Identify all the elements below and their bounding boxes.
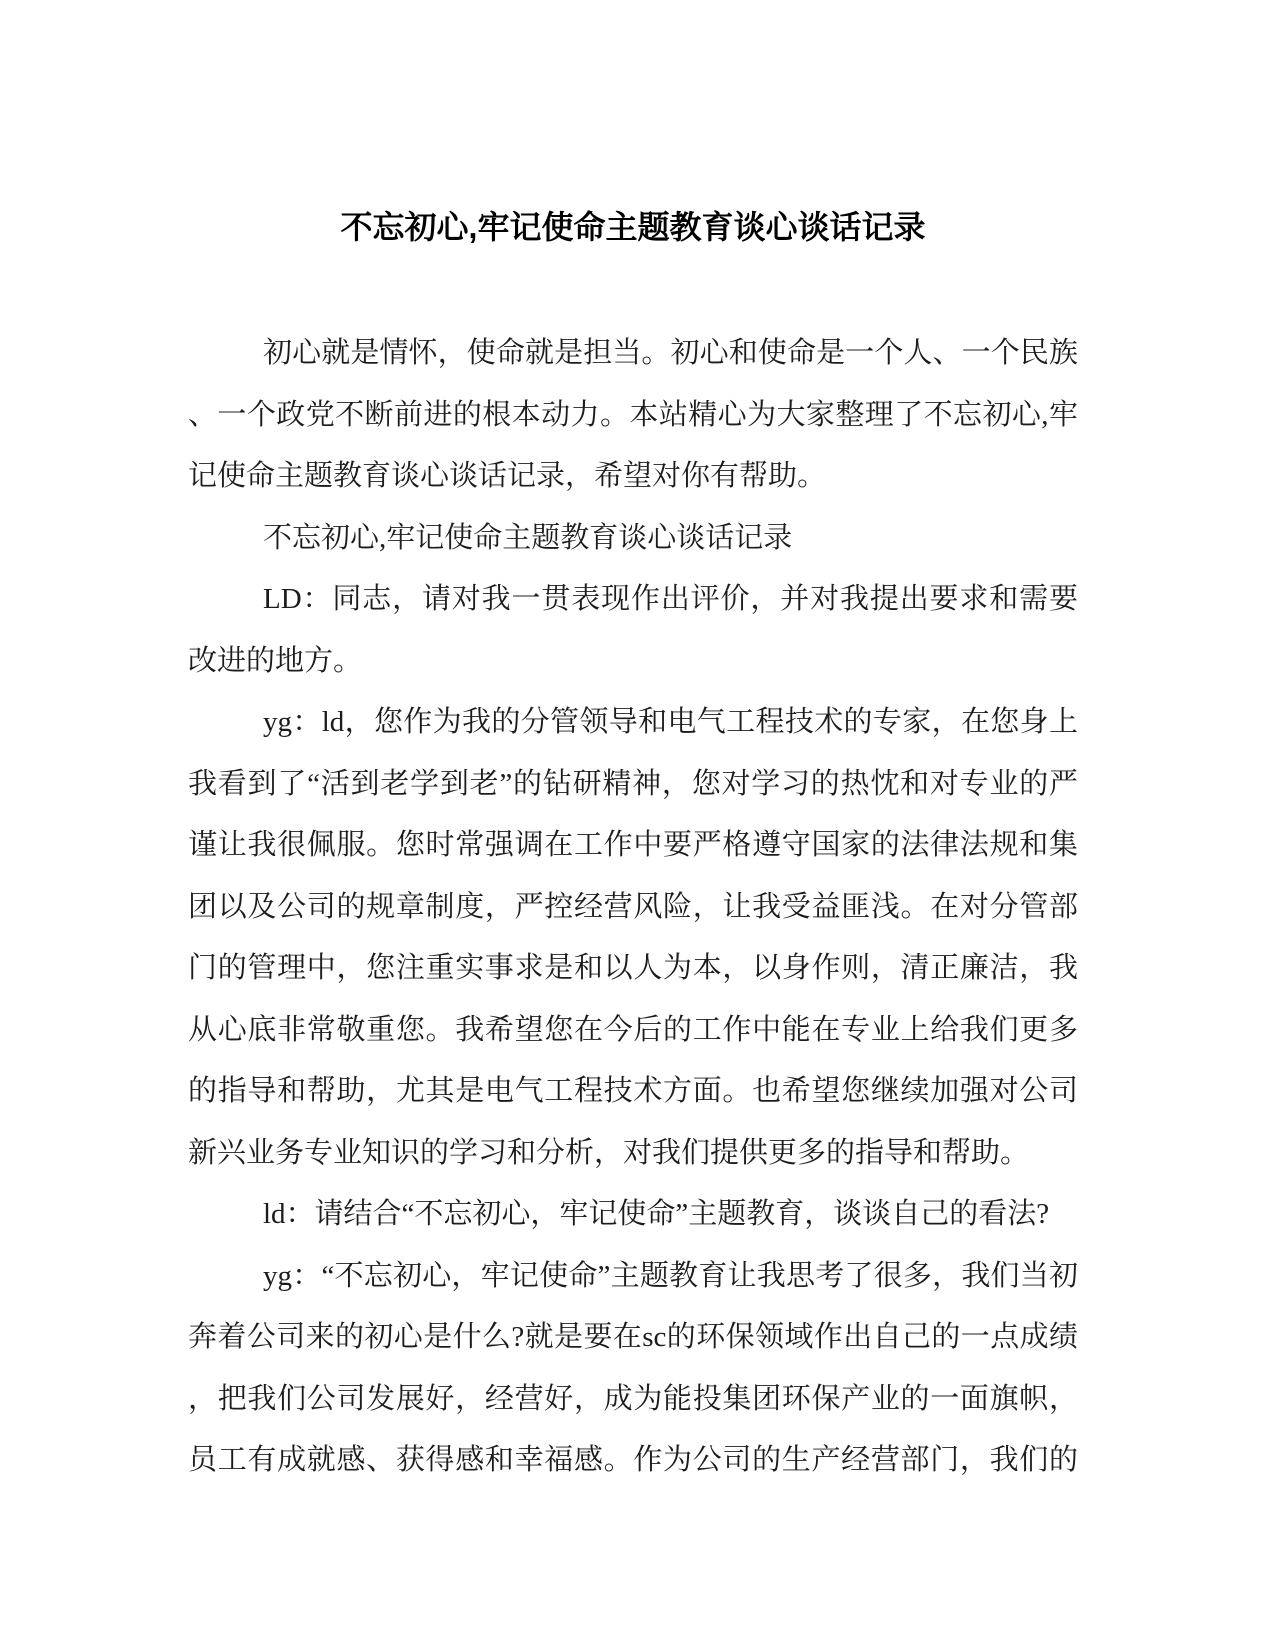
body-line: 的指导和帮助，尤其是电气工程技术方面。也希望您继续加强对公司	[188, 1075, 1078, 1107]
body-line: ld：请结合“不忘初心，牢记使命”主题教育，谈谈自己的看法?	[263, 1198, 1050, 1230]
body-line: 门的管理中，您注重实事求是和以人为本，以身作则，清正廉洁，我	[188, 952, 1078, 984]
document-title: 不忘初心,牢记使命主题教育谈心谈话记录	[340, 209, 926, 245]
body-line: 、一个政党不断前进的根本动力。本站精心为大家整理了不忘初心,牢	[188, 398, 1078, 431]
body-line: 奔着公司来的初心是什么?就是要在sc的环保领域作出自己的一点成绩	[188, 1321, 1078, 1353]
body-line: ，把我们公司发展好，经营好，成为能投集团环保产业的一面旗帜，	[188, 1382, 1078, 1415]
body-line: 团以及公司的规章制度，严控经营风险，让我受益匪浅。在对分管部	[188, 890, 1078, 923]
body-line: yg：“不忘初心，牢记使命”主题教育让我思考了很多，我们当初	[263, 1259, 1078, 1292]
body-line: 从心底非常敬重您。我希望您在今后的工作中能在专业上给我们更多	[188, 1013, 1078, 1046]
body-line: 员工有成就感、获得感和幸福感。作为公司的生产经营部门，我们的	[188, 1444, 1078, 1476]
document-body	[188, 323, 1078, 1492]
body-line: 新兴业务专业知识的学习和分析，对我们提供更多的指导和帮助。	[188, 1136, 1030, 1169]
body-line: 改进的地方。	[188, 644, 363, 677]
body-line: 初心就是情怀，使命就是担当。初心和使命是一个人、一个民族	[263, 337, 1078, 369]
body-line: 我看到了“活到老学到老”的钻研精神，您对学习的热忱和对专业的严	[188, 767, 1078, 800]
body-line: 不忘初心,牢记使命主题教育谈心谈话记录	[263, 521, 793, 554]
body-line: 记使命主题教育谈心谈话记录，希望对你有帮助。	[188, 460, 827, 492]
body-line: 谨让我很佩服。您时常强调在工作中要严格遵守国家的法律法规和集	[188, 829, 1078, 861]
body-line: LD：同志，请对我一贯表现作出评价，并对我提出要求和需要	[263, 583, 1078, 615]
body-line: yg：ld，您作为我的分管领导和电气工程技术的专家，在您身上	[263, 706, 1078, 738]
